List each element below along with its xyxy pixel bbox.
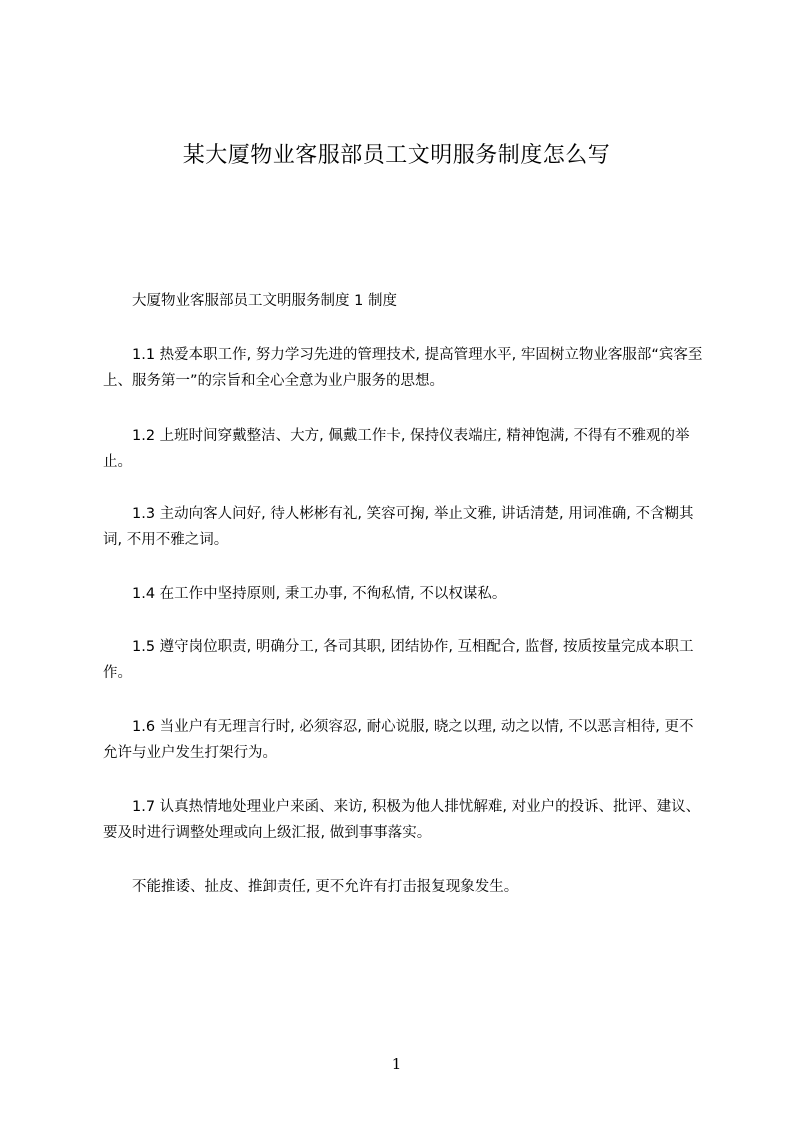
page-number: 1 xyxy=(391,1055,402,1073)
paragraph-1-3: 1.3 主动向客人问好, 待人彬彬有礼, 笑容可掬, 举止文雅, 讲话清楚, 用词准确, 不含糊其词, 不用不雅之词。 xyxy=(103,506,694,548)
paragraph-1-6: 1.6 当业户有无理言行时, 必须容忍, 耐心说服, 晓之以理, 动之以情, 不以恶言相待, 更不允许与业户发生打架行为。 xyxy=(103,719,694,761)
paragraph-closing: 不能推诿、扯皮、推卸责任, 更不允许有打击报复现象发生。 xyxy=(103,879,519,895)
paragraph-1-7: 1.7 认真热情地处理业户来函、来访, 积极为他人排忧解难, 对业户的投诉、批评、建议、要及时进行调整处理或向上级汇报, 做到事事落实。 xyxy=(103,799,701,841)
paragraph-1-2: 1.2 上班时间穿戴整洁、大方, 佩戴工作卡, 保持仪表端庄, 精神饱满, 不得有不雅观的举止。 xyxy=(103,428,690,470)
paragraph-heading: 大厦物业客服部员工文明服务制度 1 制度 xyxy=(103,293,397,309)
document-title: 某大厦物业客服部员工文明服务制度怎么写 xyxy=(182,143,611,168)
paragraph-1-5: 1.5 遵守岗位职责, 明确分工, 各司其职, 团结协作, 互相配合, 监督, 按质按量完成本职工作。 xyxy=(103,639,694,681)
paragraph-1-4: 1.4 在工作中坚持原则, 秉工办事, 不徇私情, 不以权谋私。 xyxy=(103,586,507,602)
paragraph-1-1: 1.1 热爱本职工作, 努力学习先进的管理技术, 提高管理水平, 牢固树立物业客服部“宾客至上、服务第一”的宗旨和全心全意为业户服务的思想。 xyxy=(103,347,703,389)
